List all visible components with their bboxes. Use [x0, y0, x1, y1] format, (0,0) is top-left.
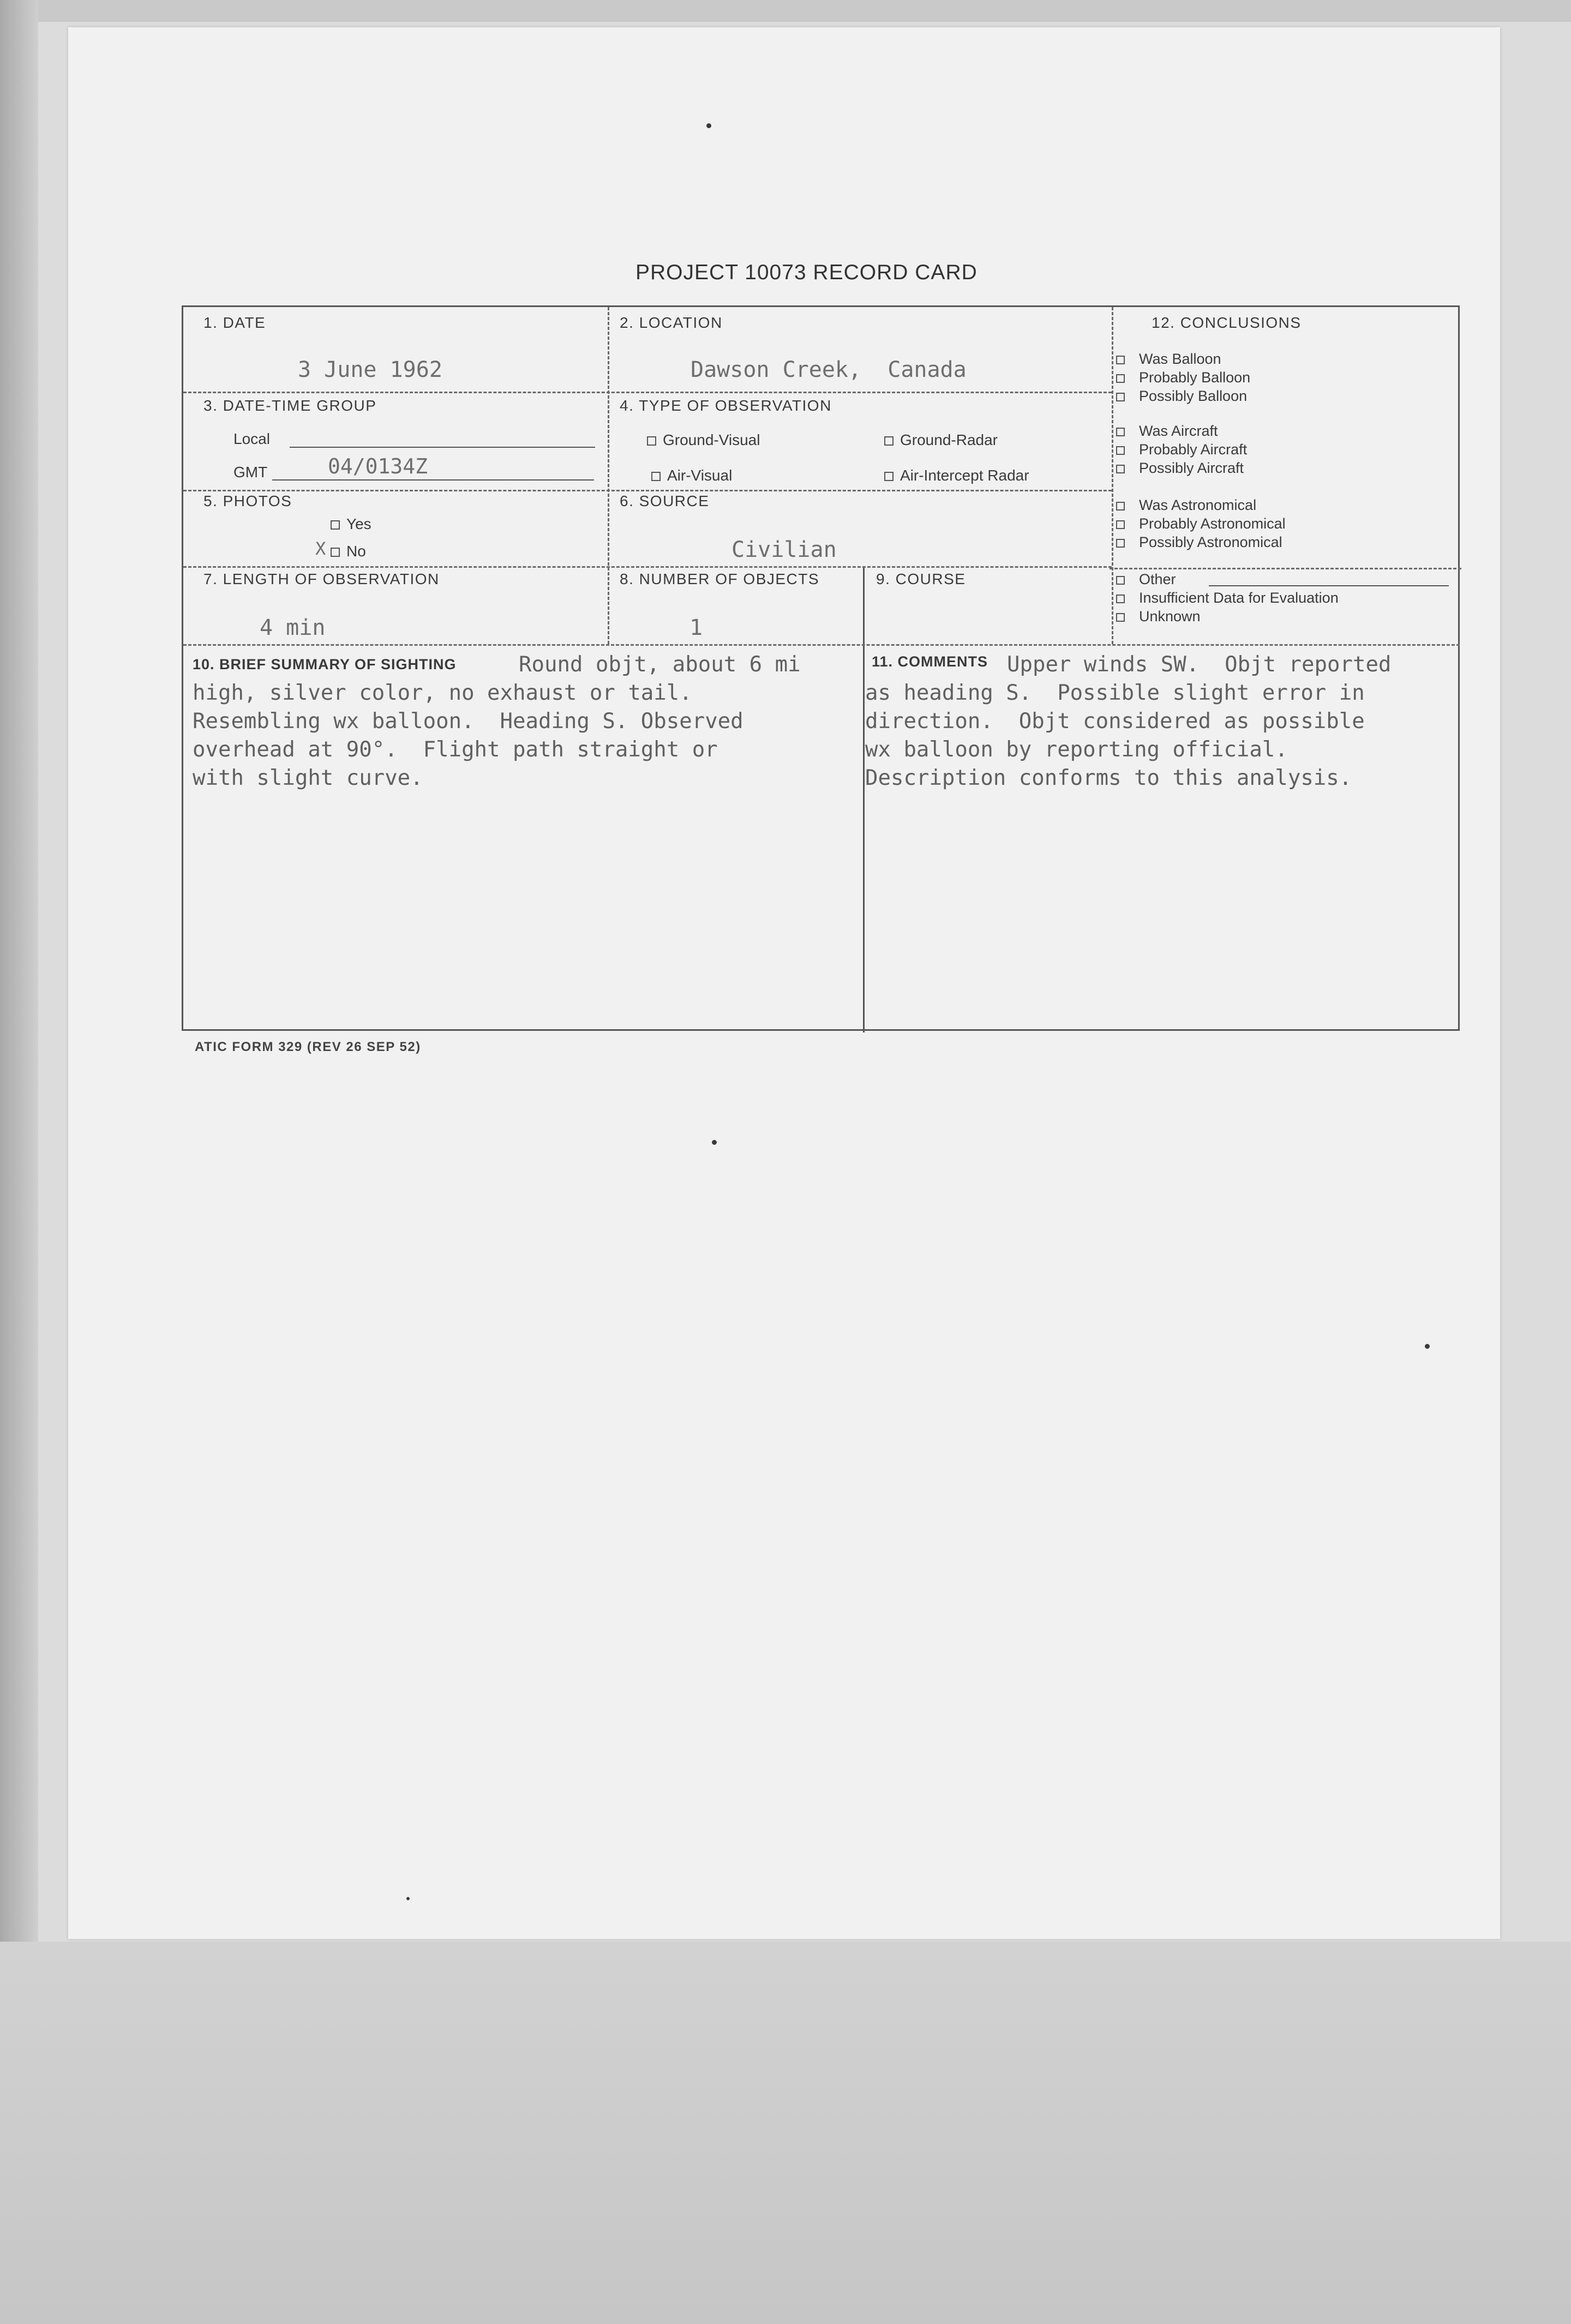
checkbox-icon: [331, 520, 340, 530]
checkbox-icon: [647, 436, 656, 446]
card-title: PROJECT 10073 RECORD CARD: [635, 261, 978, 284]
checkbox-icon: [651, 472, 661, 481]
type-label: 4. TYPE OF OBSERVATION: [620, 397, 832, 414]
summary-first-line: Round objt, about 6 mi: [519, 652, 801, 677]
photos-no-option[interactable]: No: [331, 543, 366, 560]
divider: [608, 307, 609, 644]
photos-yes-option[interactable]: Yes: [331, 515, 371, 533]
conclusion-was-balloon[interactable]: Was Balloon: [1116, 350, 1221, 368]
checkbox-icon: [1116, 594, 1125, 603]
conclusion-possibly-balloon[interactable]: Possibly Balloon: [1116, 387, 1247, 405]
checkbox-icon: [1116, 539, 1125, 548]
gmt-line: [272, 479, 594, 481]
checkbox-icon: [1116, 356, 1125, 364]
ground-radar-option[interactable]: Ground-Radar: [884, 431, 998, 449]
checkbox-icon: [1116, 393, 1125, 401]
divider: [183, 644, 1460, 646]
length-label: 7. LENGTH OF OBSERVATION: [203, 571, 440, 587]
dtg-label: 3. DATE-TIME GROUP: [203, 397, 377, 414]
air-visual-option[interactable]: Air-Visual: [651, 467, 732, 484]
gmt-label: GMT: [233, 464, 268, 481]
conclusion-was-aircraft[interactable]: Was Aircraft: [1116, 422, 1218, 440]
date-label: 1. DATE: [203, 314, 266, 331]
conclusions-label: 12. CONCLUSIONS: [1152, 314, 1302, 331]
summary-line: high, silver color, no exhaust or tail.: [193, 681, 692, 705]
divider: [183, 392, 1112, 393]
checkbox-icon: [1116, 520, 1125, 529]
divider: [183, 566, 1112, 568]
conclusion-probably-balloon[interactable]: Probably Balloon: [1116, 368, 1250, 387]
comments-first-line: Upper winds SW. Objt reported: [1007, 652, 1392, 677]
comments-label: 11. COMMENTS: [872, 653, 988, 670]
summary-line: Resembling wx balloon. Heading S. Observed: [193, 709, 743, 734]
form-identifier: ATIC FORM 329 (REV 26 SEP 52): [195, 1040, 421, 1054]
checkbox-icon: [1116, 374, 1125, 383]
summary-label: 10. BRIEF SUMMARY OF SIGHTING: [193, 656, 457, 672]
source-value: Civilian: [731, 537, 837, 562]
checkbox-icon: [1116, 446, 1125, 455]
gmt-value: 04/0134Z: [328, 454, 428, 478]
divider: [863, 568, 865, 1032]
divider: [183, 490, 1112, 491]
checkbox-icon: [884, 436, 894, 446]
conclusion-insufficient-data[interactable]: Insufficient Data for Evaluation: [1116, 588, 1339, 607]
dust-speck: [706, 123, 711, 128]
conclusion-possibly-aircraft[interactable]: Possibly Aircraft: [1116, 459, 1244, 477]
location-value: Dawson Creek, Canada: [691, 357, 967, 382]
comments-line: Description conforms to this analysis.: [865, 766, 1352, 790]
checkbox-icon: [331, 548, 340, 557]
scan-border-top: [0, 0, 1571, 22]
course-label: 9. COURSE: [876, 571, 966, 587]
summary-line: with slight curve.: [193, 766, 423, 790]
record-card: [182, 305, 1460, 1031]
other-line: [1209, 585, 1449, 586]
checkbox-icon: [1116, 613, 1125, 622]
comments-line: direction. Objt considered as possible: [865, 709, 1365, 734]
conclusion-probably-astronomical[interactable]: Probably Astronomical: [1116, 514, 1286, 533]
date-value: 3 June 1962: [298, 357, 442, 382]
dust-speck: [1425, 1344, 1430, 1349]
objects-value: 1: [689, 615, 703, 640]
dust-speck: [406, 1897, 410, 1900]
dust-speck: [712, 1140, 717, 1145]
checkbox-icon: [1116, 502, 1125, 511]
conclusion-was-astronomical[interactable]: Was Astronomical: [1116, 496, 1256, 514]
air-intercept-radar-option[interactable]: Air-Intercept Radar: [884, 467, 1029, 484]
comments-line: as heading S. Possible slight error in: [865, 681, 1365, 705]
checkbox-icon: [1116, 428, 1125, 436]
scan-background-bottom: [0, 1942, 1571, 2324]
objects-label: 8. NUMBER OF OBJECTS: [620, 571, 820, 587]
divider: [1112, 307, 1113, 644]
comments-line: wx balloon by reporting official.: [865, 737, 1288, 762]
source-label: 6. SOURCE: [620, 493, 710, 509]
location-label: 2. LOCATION: [620, 314, 723, 331]
photos-label: 5. PHOTOS: [203, 493, 292, 509]
checkbox-icon: [884, 472, 894, 481]
local-label: Local: [233, 430, 270, 447]
conclusion-unknown[interactable]: Unknown: [1116, 607, 1201, 626]
divider: [1110, 568, 1461, 569]
local-line: [290, 447, 595, 448]
conclusion-probably-aircraft[interactable]: Probably Aircraft: [1116, 440, 1247, 459]
checkbox-icon: [1116, 576, 1125, 585]
summary-line: overhead at 90°. Flight path straight or: [193, 737, 718, 762]
checkbox-icon: [1116, 465, 1125, 473]
length-value: 4 min: [260, 615, 326, 640]
conclusion-possibly-astronomical[interactable]: Possibly Astronomical: [1116, 533, 1282, 551]
photos-no-mark: X: [315, 538, 326, 559]
conclusion-other[interactable]: Other: [1116, 570, 1176, 588]
ground-visual-option[interactable]: Ground-Visual: [647, 431, 760, 449]
